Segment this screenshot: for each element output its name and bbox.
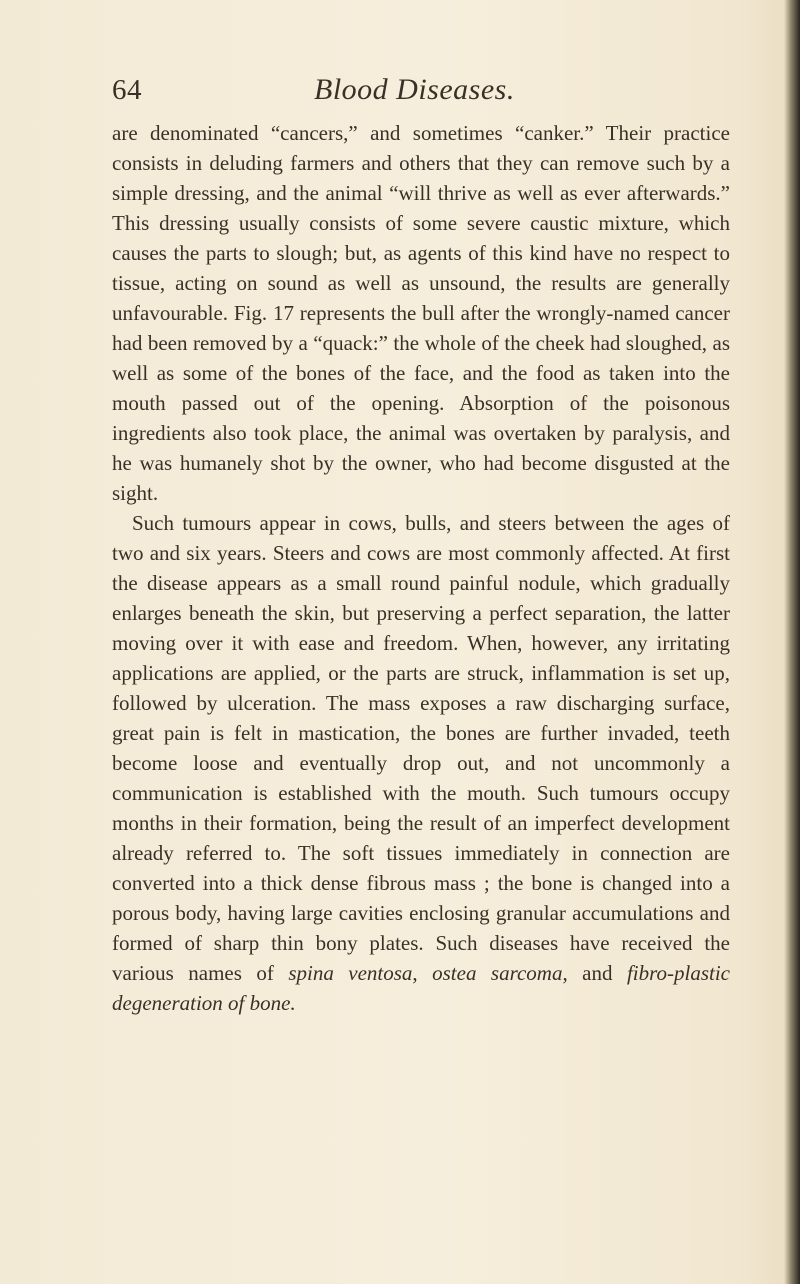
separator: , [412, 961, 433, 985]
paragraph-1: are denominated “cancers,” and sometimes “canker.” Their practice consists in deluding farmers and others that they can remove such by a simple dressing, and the animal “will thrive as well as ever afterwards.” This dressing usually consists of some severe caustic mixture, which causes the parts to slough; but, as agents of this kind have no respect to tissue, acting on sound as well as unsound, the results are generally unfavourable. Fig. 17 represents the bull after the wrongly-named cancer had been removed by a “quack:” the whole of the cheek had sloughed, as well as some of the bones of the face, and the food as taken into the mouth passed out of the opening. Absorption of the poisonous ingredients also took place, the animal was overtaken by paralysis, and he was humanely shot by the owner, who had become disgusted at the sight. [112, 121, 730, 505]
page-number: 64 [112, 74, 142, 106]
term-ostea-sarcoma: ostea sarcoma [432, 961, 563, 985]
paragraph-2 [112, 508, 730, 1018]
body-text [112, 118, 730, 1018]
term-spina-ventosa: spina ventosa [288, 961, 413, 985]
paragraph-2-text: Such tumours appear in cows, bulls, and steers between the ages of two and six years. Steers and cows are most commonly affected. At first the disease appears as a small round painful nodule, which gradually enlarges beneath the skin, but preserving a perfect separation, the latter moving over it with ease and freedom. When, however, any irritating applications are applied, or the parts are struck, inflammation is set up, followed by ulceration. The mass exposes a raw discharging surface, great pain is felt in mastication, the bones are further invaded, teeth become loose and eventually drop out, and not uncommonly a communication is established with the mouth. Such tumours occupy months in their formation, being the result of an imperfect development already referred to. The soft tissues immediately in connection are converted into a thick dense fibrous mass ; the bone is changed into a porous body, having large cavities enclosing granular accumulations and formed of sharp thin bony plates. Such diseases have received the various names of [112, 511, 730, 985]
page-edge-shadow [784, 0, 800, 1284]
running-title: Blood Diseases. [314, 73, 515, 106]
page-header [112, 72, 732, 112]
term-fibro-plastic: fibro-plastic degeneration of bone. [112, 961, 731, 1015]
separator: , and [562, 961, 627, 985]
